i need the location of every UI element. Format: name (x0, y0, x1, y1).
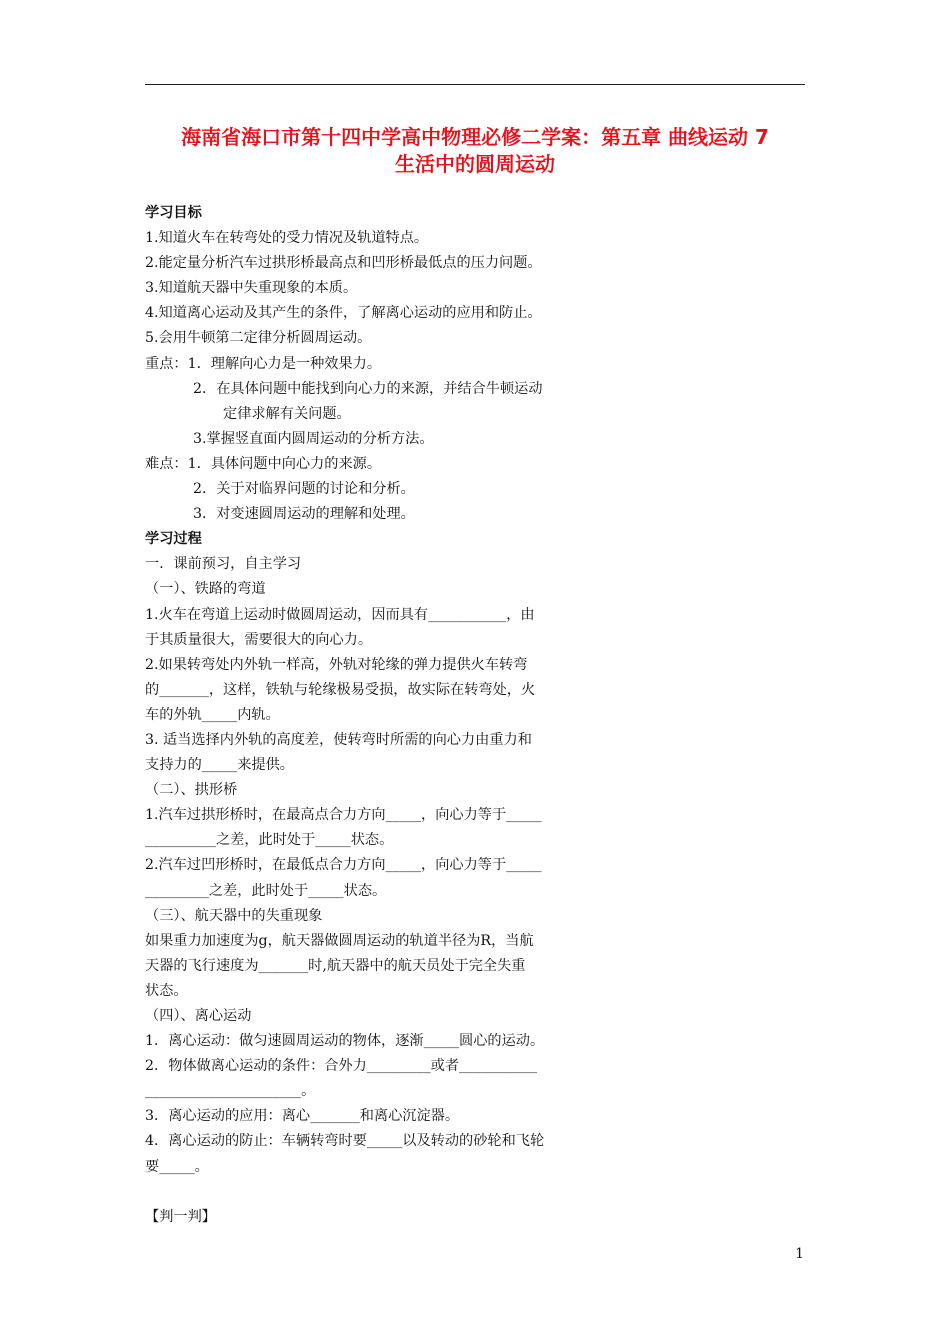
text-line: 状态。 (145, 982, 188, 999)
text-line: 支持力的_____来提供。 (145, 757, 294, 774)
section-heading: 学习过程 (145, 531, 202, 548)
text-line: 3．对变速圆周运动的理解和处理。 (193, 506, 415, 523)
text-line: 2.能定量分析汽车过拱形桥最高点和凹形桥最低点的压力问题。 (145, 255, 542, 272)
title-line-1: 海南省海口市第十四中学高中物理必修二学案：第五章 曲线运动 7 (181, 125, 769, 149)
text-line: 3.掌握竖直面内圆周运动的分析方法。 (193, 430, 434, 447)
text-line: 1.知道火车在转弯处的受力情况及轨道特点。 (145, 230, 429, 247)
text-line: 2.汽车过凹形桥时，在最低点合力方向_____，向心力等于_____ (145, 857, 542, 874)
text-line: （二）、拱形桥 (145, 782, 238, 799)
text-line: 5.会用牛顿第二定律分析圆周运动。 (145, 330, 372, 347)
text-line: 2．物体做离心运动的条件：合外力_________或者___________ (145, 1058, 538, 1075)
document-body (145, 201, 625, 1230)
text-line: 的_______，这样，铁轨与轮缘极易受损，故实际在转弯处，火 (145, 681, 536, 698)
text-line: （三）、航天器中的失重现象 (145, 907, 323, 924)
text-line: 天器的飞行速度为_______时,航天器中的航天员处于完全失重 (145, 957, 526, 974)
header-rule (145, 84, 805, 85)
text-line: 1.火车在弯道上运动时做圆周运动，因而具有___________，由 (145, 606, 535, 623)
text-line: （四）、离心运动 (145, 1008, 252, 1024)
text-line: 难点：1．具体问题中向心力的来源。 (145, 455, 382, 472)
text-line: 定律求解有关问题。 (223, 405, 351, 422)
text-line (145, 1180, 625, 1205)
text-line: 4.知道离心运动及其产生的条件，了解离心运动的应用和防止。 (145, 305, 542, 322)
text-line: 一．课前预习，自主学习 (145, 556, 302, 573)
text-line: 车的外轨_____内轨。 (145, 706, 280, 723)
text-line: ______________________。 (145, 1083, 316, 1100)
text-line: 要_____。 (145, 1158, 209, 1175)
text-line: 2．在具体问题中能找到向心力的来源，并结合牛顿运动 (193, 380, 543, 397)
text-line: 3. 适当选择内外轨的高度差，使转弯时所需的向心力由重力和 (145, 731, 532, 748)
text-line: 2.如果转弯处内外轨一样高，外轨对轮缘的弹力提供火车转弯 (145, 656, 528, 673)
text-line: _________之差，此时处于_____状态。 (145, 882, 387, 899)
text-line: 1.汽车过拱形桥时，在最高点合力方向_____，向心力等于_____ (145, 807, 542, 824)
text-line: 于其质量很大，需要很大的向心力。 (145, 631, 373, 648)
page-number: 1 (795, 1246, 804, 1262)
text-line: 4．离心运动的防止：车辆转弯时要_____以及转动的砂轮和飞轮 (145, 1133, 545, 1150)
text-line: 3．离心运动的应用：离心_______和离心沉淀器。 (145, 1108, 460, 1125)
text-line: 3.知道航天器中失重现象的本质。 (145, 280, 358, 297)
document-title (140, 124, 810, 178)
text-line: 2．关于对临界问题的讨论和分析。 (193, 481, 415, 498)
text-line: 重点：1．理解向心力是一种效果力。 (145, 355, 382, 372)
text-line: __________之差，此时处于_____状态。 (145, 832, 394, 849)
text-line: 【判一判】 (145, 1208, 216, 1225)
text-line: （一）、铁路的弯道 (145, 581, 266, 598)
text-line: 如果重力加速度为g，航天器做圆周运动的轨道半径为R，当航 (145, 932, 534, 949)
section-heading: 学习目标 (145, 205, 202, 221)
title-line-2: 生活中的圆周运动 (395, 152, 555, 176)
text-line: 1．离心运动：做匀速圆周运动的物体，逐渐_____圆心的运动。 (145, 1033, 545, 1050)
